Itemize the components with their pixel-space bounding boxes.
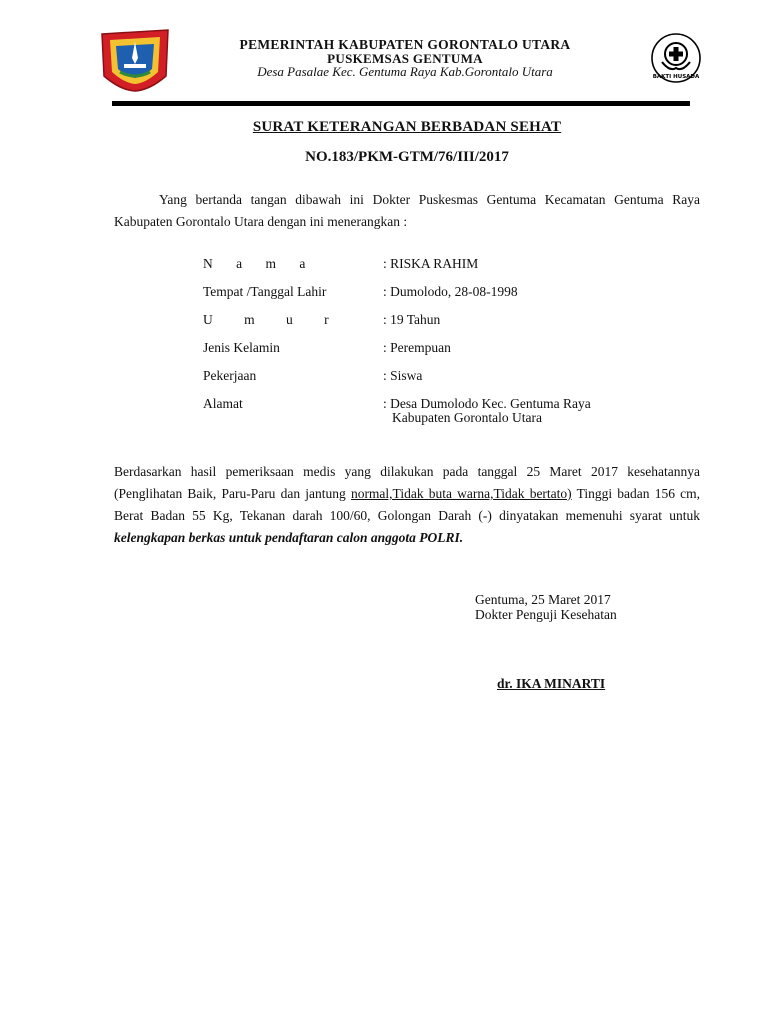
result-text-2: Tinggi badan 156 cm, Berat Badan 55 Kg, Tekanan darah 100/60, Golongan Darah (-) dinyatakan memenuhi syarat untuk (114, 486, 700, 523)
field-value-ttl: : Dumolodo, 28-08-1998 (383, 284, 518, 299)
result-paragraph (114, 461, 700, 549)
field-label-nama: N a m a (203, 256, 316, 271)
field-label-pekerjaan: Pekerjaan (203, 368, 257, 383)
field-label-umur: U m u r (203, 312, 343, 327)
field-value-alamat-line2: Kabupaten Gorontalo Utara (392, 410, 542, 425)
header-divider (112, 101, 690, 106)
field-label-ttl: Tempat /Tanggal Lahir (203, 284, 327, 299)
field-label-alamat: Alamat (203, 396, 243, 411)
header-government: PEMERINTAH KABUPATEN GORONTALO UTARA (239, 37, 571, 52)
field-value-jenis-kelamin: : Perempuan (383, 340, 451, 355)
logo-caption: BAKTI HUSADA (652, 74, 700, 80)
bakti-husada-logo (650, 32, 702, 84)
field-value-umur: : 19 Tahun (383, 312, 441, 327)
field-value-nama: : RISKA RAHIM (383, 256, 479, 271)
result-underlined: normal,Tidak buta warna,Tidak bertato) (350, 486, 572, 501)
field-label-jenis-kelamin: Jenis Kelamin (203, 340, 280, 355)
result-text-1: Berdasarkan hasil pemeriksaan medis yang dilakukan pada tanggal 25 Maret 2017 kesehatannya (Penglihatan Baik, Paru-Paru dan jantung (114, 464, 700, 501)
signature-doctor-name: dr. IKA MINARTI (497, 676, 606, 691)
field-value-alamat: : Desa Dumolodo Kec. Gentuma Raya (383, 396, 591, 411)
header-address: Desa Pasalae Kec. Gentuma Raya Kab.Gorontalo Utara (257, 64, 553, 79)
document-title: SURAT KETERANGAN BERBADAN SEHAT (252, 119, 562, 135)
document-number: NO.183/PKM-GTM/76/III/2017 (305, 149, 509, 165)
result-emphasis: kelengkapan berkas untuk pendaftaran calon anggota POLRI. (114, 530, 464, 545)
intro-paragraph: Yang bertanda tangan dibawah ini Dokter Puskesmas Gentuma Kecamatan Gentuma Raya Kabupaten Gorontalo Utara dengan ini menerangkan : (114, 192, 700, 229)
signature-place-date: Gentuma, 25 Maret 2017 (475, 592, 611, 607)
signature-role: Dokter Penguji Kesehatan (475, 607, 617, 622)
field-value-pekerjaan: : Siswa (383, 368, 423, 383)
regency-emblem-logo (100, 28, 170, 92)
header-puskesmas: PUSKEMSAS GENTUMA (327, 51, 483, 66)
